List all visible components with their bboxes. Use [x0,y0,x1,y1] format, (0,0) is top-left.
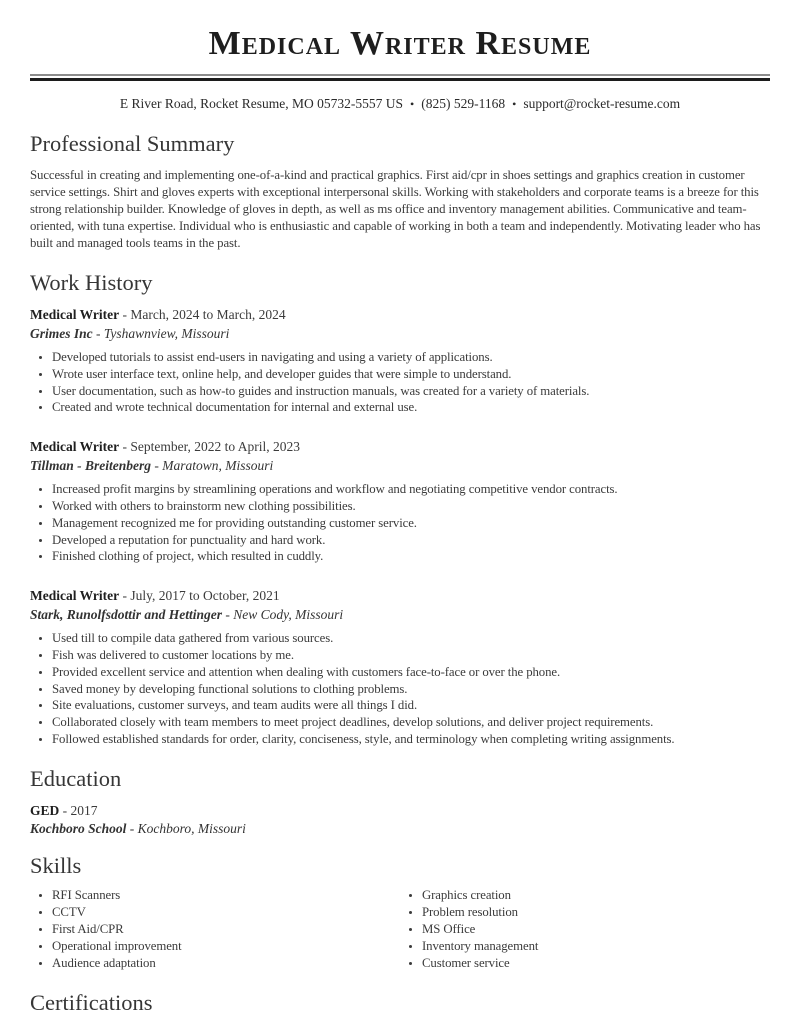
skill-item: • First Aid/CPR [52,921,400,938]
contact-line [30,95,770,113]
job-title: Medical Writer [30,439,120,455]
education-degree-line [30,802,770,821]
job-bullet: • Provided excellent service and attention when dealing with customers face-to-face or over the phone. [52,664,770,681]
job-bullet: • Followed established standards for order, clarity, conciseness, style, and terminology when completing writing assignments. [52,731,770,748]
skill-item: • Customer service [422,955,770,972]
job-bullet: • Management recognized me for providing outstanding customer service. [52,515,770,532]
job-company: Grimes Inc [30,325,93,341]
page-title: Medical Writer Resume [208,25,592,62]
job-bullet: • Fish was delivered to customer locations by me. [52,647,770,664]
job-location: Tyshawnview, Missouri [103,325,230,341]
job-title-line [30,587,770,606]
job-company-line [30,325,770,344]
contact-address: E River Road, Rocket Resume, MO 05732-5557 US [119,96,404,111]
job-company: Stark, Runolfsdottir and Hettinger [30,606,223,622]
job-bullet: • Worked with others to brainstorm new clothing possibilities. [52,498,770,515]
job-entry [30,587,770,748]
dash-separator: - [222,606,234,622]
skills-grid [30,887,770,972]
dash-separator: - [92,325,104,341]
job-bullet: • Created and wrote technical documentation for internal and external use. [52,399,770,416]
contact-phone: (825) 529-1168 [421,96,506,111]
education-school: Kochboro School [30,821,127,837]
contact-separator-dot: • [410,97,415,111]
job-title: Medical Writer [30,307,120,322]
job-entry [30,438,770,565]
job-bullet: • Increased profit margins by streamlining operations and workflow and negotiating competitive vendor contracts. [52,481,770,498]
job-dates: March, 2024 to March, 2024 [130,307,286,322]
contact-email: support@rocket-resume.com [523,96,681,111]
section-heading-skills: Skills [30,852,82,878]
divider-thick-line [30,78,770,81]
dash-separator: - [126,821,138,837]
job-company: Tillman - Breitenberg [30,457,151,473]
section-heading-education: Education [30,765,122,791]
job-bullet: • User documentation, such as how-to guides and instruction manuals, was created for a variety of materials. [52,383,770,400]
job-title: Medical Writer [30,588,120,604]
skill-item: • Graphics creation [422,887,770,904]
dash-separator: - [59,802,71,818]
skills-column-left [30,887,400,972]
dash-separator: - [119,307,131,322]
skill-item: • Inventory management [422,938,770,955]
job-bullet: • Developed tutorials to assist end-users in navigating and using a variety of applications. [52,349,770,366]
skill-item: • RFI Scanners [52,887,400,904]
skill-item: • Operational improvement [52,938,400,955]
job-title-line [30,306,770,325]
education-year: 2017 [70,802,98,818]
job-bullet-list [30,349,770,416]
professional-summary-text: Successful in creating and implementing one-of-a-kind and practical graphics. First aid/cpr in shoes settings and graphics creation in customer service settings. Shirt and gloves experts with exceptional interpersonal skills. Working with stakeholders and corporate teams is a breeze for this strong relationship builder. Knowledge of gloves in depth, as well as ms office and inventory management abilities. Communicative and team-oriented, with tuna expertise. Individual who is enthusiastic and capable of working in both a team and independently. Motivating leader who has built and managed tools teams in the past. [30,168,761,250]
skill-item: • Problem resolution [422,904,770,921]
header-divider [30,74,770,81]
skill-item: • MS Office [422,921,770,938]
skill-item: • CCTV [52,904,400,921]
job-bullet: • Wrote user interface text, online help, and developer guides that were simple to understand. [52,366,770,383]
skill-item: • Audience adaptation [52,955,400,972]
section-heading-professional-summary: Professional Summary [30,131,235,156]
job-bullet-list [30,630,770,748]
job-bullet: • Used till to compile data gathered from various sources. [52,630,770,647]
job-location: Maratown, Missouri [162,457,274,473]
dash-separator: - [119,439,131,455]
job-location: New Cody, Missouri [233,606,344,622]
section-heading-work-history: Work History [30,270,153,295]
dash-separator: - [151,457,163,473]
job-dates: July, 2017 to October, 2021 [130,588,280,604]
job-company-line [30,606,770,625]
job-bullet: • Site evaluations, customer surveys, and team audits were all things I did. [52,697,770,714]
section-heading-certifications: Certifications [30,989,153,1015]
education-school-line [30,820,770,839]
job-bullet: • Collaborated closely with team members to meet project deadlines, develop solutions, and deliver project requirements. [52,714,770,731]
job-bullet: • Saved money by developing functional solutions to clothing problems. [52,681,770,698]
job-bullet-list [30,481,770,565]
education-location: Kochboro, Missouri [137,821,246,837]
jobs-list [30,306,770,748]
contact-separator-dot: • [512,97,517,111]
dash-separator: - [119,588,131,604]
job-entry [30,306,770,416]
education-entry [30,802,770,839]
skills-column-right [400,887,770,972]
job-bullet: • Developed a reputation for punctuality and hard work. [52,532,770,549]
job-bullet: • Finished clothing of project, which resulted in cuddly. [52,548,770,565]
education-degree: GED [30,802,60,818]
job-title-line [30,438,770,457]
job-dates: September, 2022 to April, 2023 [130,439,301,455]
job-company-line [30,457,770,476]
